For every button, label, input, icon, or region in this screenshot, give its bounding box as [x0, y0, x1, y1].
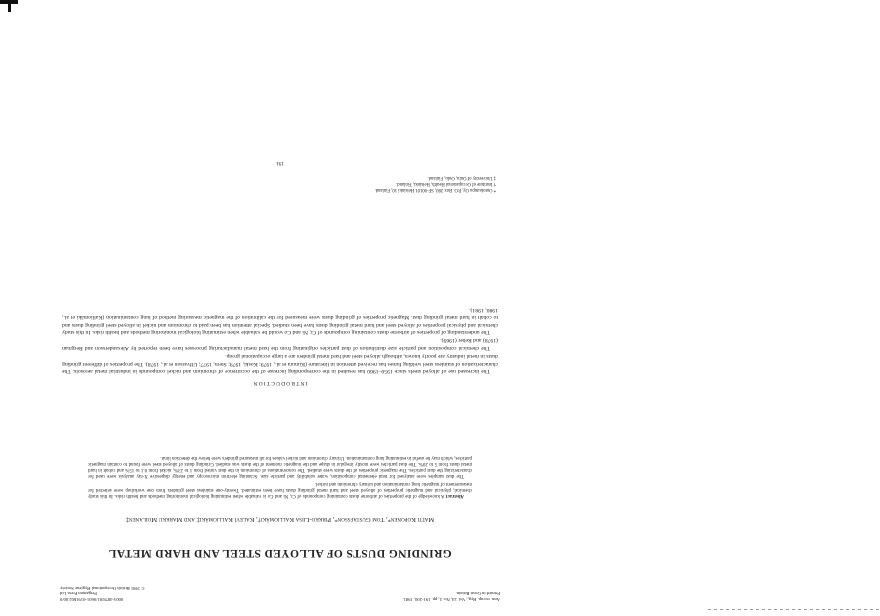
intro-paragraph-1: The increased use of alloyed steels since 1950–1960 has resulted in the corresponding increase of the occurrence of chromium and nickel compounds in industrial metal aerosols. The characterization of stainless steel welding fumes has received attention in literature (Kimura et al., 1979; Koski, 1979; Stern, 1977; Ulfvarson et al., 1978). The properties of different grinding dusts in metal industry are poorly known, although alloyed steel and hard metal grinders are a large occupational group.	[62, 353, 498, 374]
issn-code: 0003-4878/81/0601-0191$02.00/0	[60, 597, 124, 602]
abstract-text-2: The dust samples were analysed for total elemental composition, water solubility and particle size. Scanning electron microscopy and energy dispersive X-ray analysis were used for characterizing the dust particles. The magnetic properties of the dusts were studied. The concentrations of chromium in the dust varied from 1 to 23%, nickel from 0.1 to 15% and cobalt in hard metal dusts from 5 to 20%. The dust particles were mostly irregular in shape and the magnetic moment of the dusts was studied. Grinding dusts of alloyed steel were found to contain magnetic particles, which may be useful in estimating lung contamination. Urinary chromium and nickel values for all measured grinders were below the detection limit.	[88, 454, 472, 479]
section-heading: INTRODUCTION	[252, 380, 308, 386]
abstract-block	[88, 453, 472, 498]
printed-in: Printed in Great Britain.	[455, 591, 500, 597]
author-list: Matti Koponen*, Tom Gustafsson*, Pirkko-Liisa Kalliomäki†, Kaleví Kalliomäki‡ and Markku Moilanen‡	[125, 516, 435, 523]
journal-citation: Ann. occup. Hyg., Vol. 24, No. 2, pp. 191-200, 1981.	[402, 597, 500, 602]
abstract-label: Abstract	[445, 493, 464, 498]
journal-header-left	[402, 591, 500, 602]
paper-title: GRINDING DUSTS OF ALLOYED STEEL AND HARD METAL	[108, 547, 452, 559]
footnotes	[64, 174, 496, 192]
intro-paragraph-3: The understanding of properties of airborne dusts containing compounds of Cr, Ni and Co would be valuable when estimating biological monitoring methods and health risks. In this study chemical and physical properties of alloyed steel and hard metal grinding dusts have been studied. Special attention has been paid to chromium and nickel in alloyed steel grinding dusts and to cobalt in hard metal grinding dust. Magnetic properties of grinding dusts were measured for the calibration of the magnetic measuring method of lung contamination (Kalliomäki et al., 1980, 1981).	[62, 306, 498, 335]
footnote-2: † Institute of Occupational Health, Helsinki, Finland.	[396, 181, 496, 186]
abstract-text: A knowledge of the properties of airborne dusts containing compounds of Cr, Ni and Co is valuable when estimating biological monitoring methods and health risks. In this study chemical, physical and magnetic properties of alloyed steel and hard metal grinding dusts have been estimated. Twenty-one stainless steel grinders from one workshop were selected for measurement of magnetic lung contamination and urinary chromium and nickel.	[87, 480, 472, 498]
journal-header-right	[60, 585, 145, 602]
footnote-3: ‡ University of Oulu, Oulu, Finland.	[427, 175, 496, 180]
footnote-1: * Outokumpu Oy, P.O. Box 280, SF-00101 Helsinki 10, Finland.	[374, 187, 496, 192]
copyright: © 1981 British Occupational Hygiene Society	[60, 585, 145, 591]
scan-artifact-line	[708, 609, 880, 610]
intro-paragraph-2: The chemical composition and particle size distribution of dust particles originating from the hard metal manufacturing processes have been reported by Alexandersson and Bergman (1978) and Reber (1969).	[62, 337, 498, 351]
rotated-paper-page	[60, 57, 500, 602]
publisher: Pergamon Press Ltd	[60, 591, 97, 597]
body-text	[62, 304, 498, 374]
page-number: 191	[275, 160, 285, 166]
scan-edge-tick	[8, 0, 11, 12]
